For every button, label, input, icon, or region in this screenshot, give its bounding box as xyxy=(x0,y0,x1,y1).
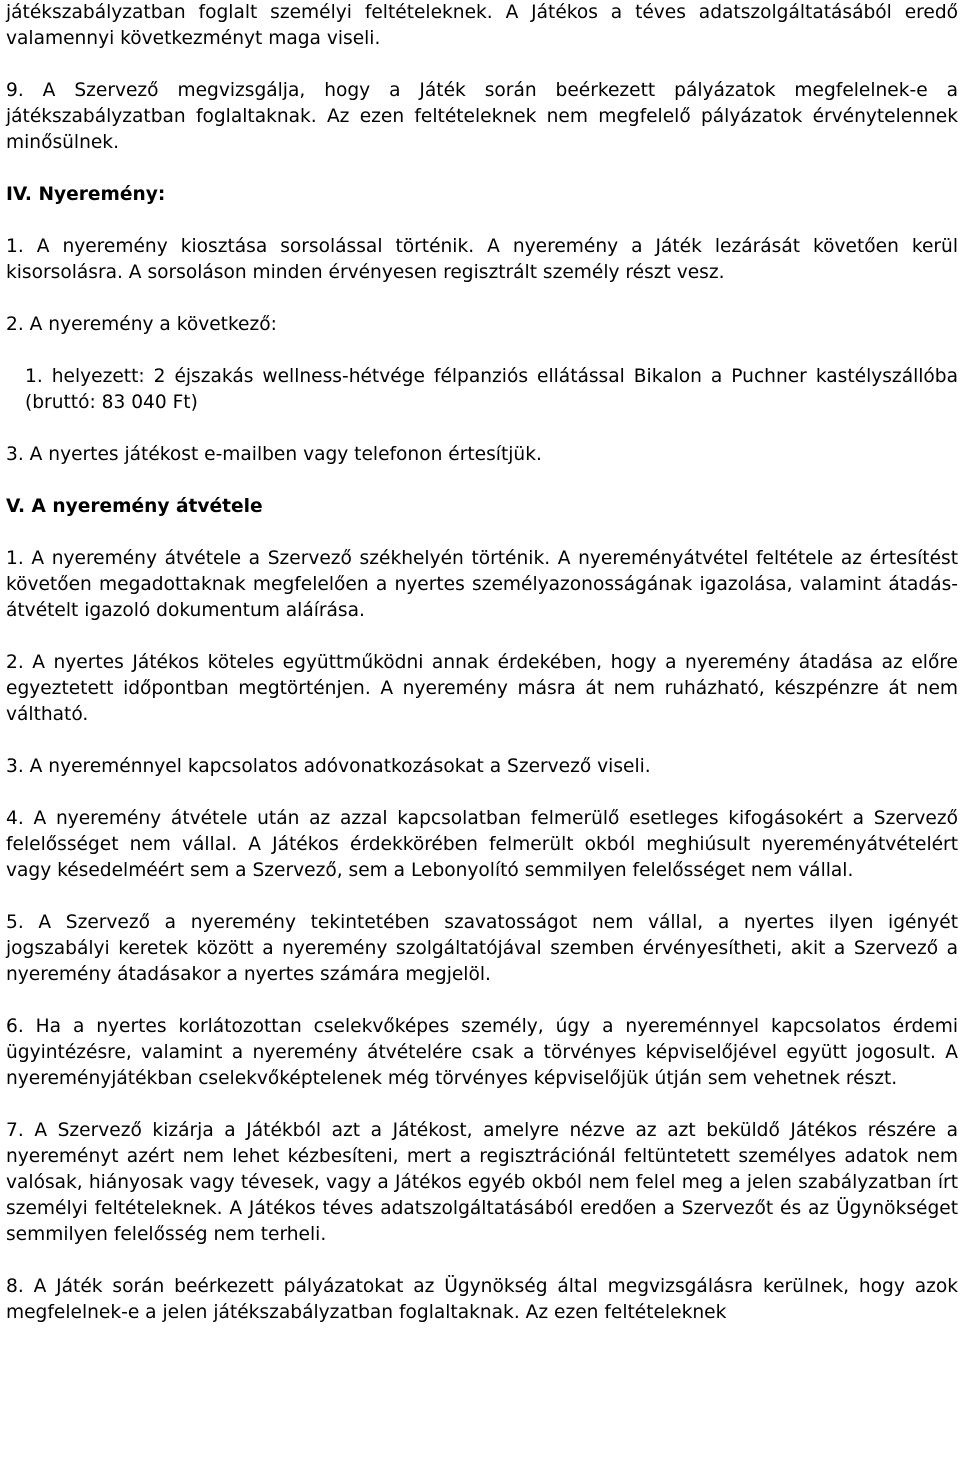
document-page xyxy=(6,0,958,1326)
section-heading-iv: IV. Nyeremény: xyxy=(6,184,166,205)
paragraph-receipt-5: 5. A Szervező a nyeremény tekintetében szavatosságot nem vállal, a nyertes ilyen igényét jogszabályi keretek között a nyeremény szolgáltatójával szemben érvényesítheti, akit a Szervező a nyeremény átadásakor a nyertes számára megjelöl. xyxy=(6,912,958,985)
paragraph-receipt-8: 8. A Játék során beérkezett pályázatokat az Ügynökség által megvizsgálásra kerülnek, hogy azok megfelelnek-e a jelen játékszabályzatban foglaltaknak. Az ezen feltételeknek xyxy=(6,1276,958,1323)
paragraph-receipt-6: 6. Ha a nyertes korlátozottan cselekvőképes személy, úgy a nyereménnyel kapcsolatos érdemi ügyintézésre, valamint a nyeremény átvételére csak a törvényes képviselőjével együtt jogosult. A nyereményjátékban cselekvőképtelenek még törvényes képviselőjük útján sem vehetnek részt. xyxy=(6,1016,958,1089)
paragraph-receipt-3: 3. A nyereménnyel kapcsolatos adóvonatkozásokat a Szervező viseli. xyxy=(6,756,651,777)
paragraph-receipt-7: 7. A Szervező kizárja a Játékból azt a Játékost, amelyre nézve az azt beküldő Játékos részére a nyereményt azért nem lehet kézbesíteni, mert a regisztrációnál feltüntetett személyes adatok nem valósak, hiányosak vagy tévesek, vagy a Játékos egyéb okból nem felel meg a jelen szabályzatban írt személyi feltételeknek. A Játékos téves adatszolgáltatásából eredően a Szervezőt és az Ügynökséget semmilyen felelősség nem terheli. xyxy=(6,1120,958,1245)
section-heading-v: V. A nyeremény átvétele xyxy=(6,496,263,517)
paragraph-prize-3: 3. A nyertes játékost e-mailben vagy telefonon értesítjük. xyxy=(6,444,542,465)
paragraph-prize-2: 2. A nyeremény a következő: xyxy=(6,314,277,335)
paragraph-receipt-2: 2. A nyertes Játékos köteles együttműködni annak érdekében, hogy a nyeremény átadása az előre egyeztetett időpontban megtörténjen. A nyeremény másra át nem ruházható, készpénzre át nem váltható. xyxy=(6,652,958,725)
paragraph-receipt-1: 1. A nyeremény átvétele a Szervező székhelyén történik. A nyereményátvétel feltétele az értesítést követően megadottaknak megfelelően a nyertes személyazonosságának igazolása, valamint átadás-átvételt igazoló dokumentum aláírása. xyxy=(6,548,958,621)
paragraph-receipt-4: 4. A nyeremény átvétele után az azzal kapcsolatban felmerülő esetleges kifogásokért a Szervező felelősséget nem vállal. A Játékos érdekkörében felmerült okból meghiúsult nyereményátvételért vagy késedelméért sem a Szervező, sem a Lebonyolító semmilyen felelősséget nem vállal. xyxy=(6,808,958,881)
paragraph-intro: játékszabályzatban foglalt személyi feltételeknek. A Játékos a téves adatszolgáltatásából eredő valamennyi következményt maga viseli. xyxy=(6,2,958,49)
paragraph-prize-1: 1. A nyeremény kiosztása sorsolással történik. A nyeremény a Játék lezárását követően kerül kisorsolásra. A sorsoláson minden érvényesen regisztrált személy részt vesz. xyxy=(6,236,958,283)
paragraph-rule-9: 9. A Szervező megvizsgálja, hogy a Játék során beérkezett pályázatok megfelelnek-e a játékszabályzatban foglaltaknak. Az ezen feltételeknek nem megfelelő pályázatok érvénytelennek minősülnek. xyxy=(6,80,958,153)
prize-item-first-place: 1. helyezett: 2 éjszakás wellness-hétvége félpanziós ellátással Bikalon a Puchner kastélyszállóba (bruttó: 83 040 Ft) xyxy=(25,366,958,413)
